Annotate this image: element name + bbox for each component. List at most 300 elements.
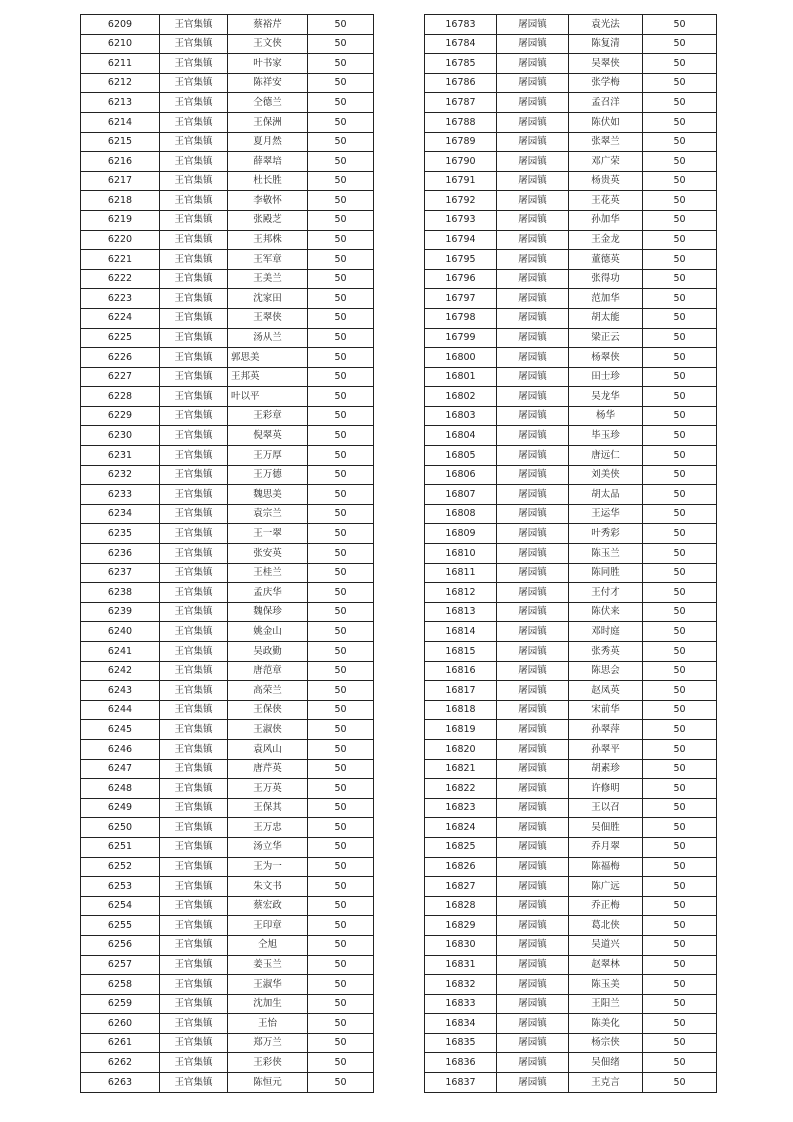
table-row [425,779,717,799]
cell-name: 杨华 [569,406,643,426]
table-row [425,975,717,995]
cell-name: 仝旭 [228,935,308,955]
cell-amount: 50 [308,328,374,348]
table-row [81,642,374,662]
table-row [425,1073,717,1093]
table-row [425,720,717,740]
cell-id: 16805 [425,446,497,466]
cell-town: 屠园镇 [497,935,569,955]
cell-amount: 50 [643,661,717,681]
table-row [81,681,374,701]
cell-amount: 50 [643,191,717,211]
table-row [425,387,717,407]
table-row [81,446,374,466]
cell-amount: 50 [643,367,717,387]
table-row [425,642,717,662]
cell-amount: 50 [308,896,374,916]
cell-name: 胡素珍 [569,759,643,779]
cell-town: 王官集镇 [160,15,228,35]
cell-amount: 50 [643,485,717,505]
cell-name: 范加华 [569,289,643,309]
cell-name: 叶书家 [228,54,308,74]
cell-name: 胡太能 [569,308,643,328]
table-row [425,661,717,681]
cell-id: 6243 [81,681,160,701]
table-row [425,798,717,818]
table-row [81,779,374,799]
cell-amount: 50 [308,54,374,74]
cell-town: 王官集镇 [160,837,228,857]
cell-name: 梁正云 [569,328,643,348]
cell-id: 6257 [81,955,160,975]
cell-id: 16793 [425,210,497,230]
cell-town: 王官集镇 [160,955,228,975]
cell-town: 王官集镇 [160,916,228,936]
cell-town: 屠园镇 [497,230,569,250]
cell-town: 王官集镇 [160,112,228,132]
table-row [425,152,717,172]
cell-amount: 50 [643,524,717,544]
cell-name: 沈加生 [228,994,308,1014]
cell-town: 王官集镇 [160,367,228,387]
table-row [81,210,374,230]
cell-id: 16818 [425,700,497,720]
cell-amount: 50 [308,171,374,191]
cell-name: 倪翠英 [228,426,308,446]
cell-amount: 50 [643,896,717,916]
cell-amount: 50 [308,1073,374,1093]
cell-amount: 50 [643,720,717,740]
cell-amount: 50 [643,426,717,446]
cell-name: 张殿芝 [228,210,308,230]
cell-name: 袁宗兰 [228,504,308,524]
table-row [425,700,717,720]
cell-name: 邓时庭 [569,622,643,642]
cell-name: 杨翠侠 [569,348,643,368]
cell-town: 屠园镇 [497,916,569,936]
cell-id: 6212 [81,73,160,93]
table-row [81,975,374,995]
cell-town: 屠园镇 [497,93,569,113]
cell-town: 王官集镇 [160,602,228,622]
cell-amount: 50 [308,818,374,838]
cell-id: 6232 [81,465,160,485]
cell-name: 乔月翠 [569,837,643,857]
cell-name: 陈复清 [569,34,643,54]
cell-town: 王官集镇 [160,877,228,897]
table-row [81,896,374,916]
cell-amount: 50 [643,348,717,368]
cell-town: 王官集镇 [160,994,228,1014]
cell-town: 屠园镇 [497,308,569,328]
cell-name: 乔正梅 [569,896,643,916]
cell-amount: 50 [308,112,374,132]
table-row [81,739,374,759]
cell-town: 屠园镇 [497,642,569,662]
cell-amount: 50 [643,955,717,975]
right-data-table [424,14,717,1093]
cell-name: 胡太品 [569,485,643,505]
cell-amount: 50 [643,1033,717,1053]
cell-id: 6210 [81,34,160,54]
cell-town: 王官集镇 [160,681,228,701]
cell-amount: 50 [643,1053,717,1073]
cell-id: 6235 [81,524,160,544]
cell-name: 叶以平 [228,387,308,407]
cell-amount: 50 [643,779,717,799]
cell-id: 6220 [81,230,160,250]
table-row [81,837,374,857]
cell-name: 王军章 [228,250,308,270]
cell-name: 李敬怀 [228,191,308,211]
cell-id: 6242 [81,661,160,681]
cell-id: 16811 [425,563,497,583]
cell-id: 6218 [81,191,160,211]
cell-town: 王官集镇 [160,289,228,309]
cell-town: 王官集镇 [160,759,228,779]
cell-name: 魏思美 [228,485,308,505]
cell-town: 屠园镇 [497,720,569,740]
cell-name: 高荣兰 [228,681,308,701]
cell-id: 16837 [425,1073,497,1093]
cell-town: 王官集镇 [160,250,228,270]
cell-amount: 50 [643,563,717,583]
cell-amount: 50 [308,210,374,230]
cell-amount: 50 [308,348,374,368]
cell-amount: 50 [308,93,374,113]
cell-id: 6246 [81,739,160,759]
cell-id: 16803 [425,406,497,426]
cell-amount: 50 [308,1014,374,1034]
table-row [81,230,374,250]
cell-amount: 50 [643,994,717,1014]
cell-amount: 50 [308,739,374,759]
cell-amount: 50 [308,73,374,93]
cell-name: 田士珍 [569,367,643,387]
cell-name: 吴佃胜 [569,818,643,838]
cell-id: 16804 [425,426,497,446]
cell-town: 屠园镇 [497,955,569,975]
table-row [425,622,717,642]
cell-town: 屠园镇 [497,1014,569,1034]
cell-name: 朱文书 [228,877,308,897]
cell-id: 6211 [81,54,160,74]
cell-town: 屠园镇 [497,387,569,407]
cell-amount: 50 [643,54,717,74]
cell-id: 16813 [425,602,497,622]
cell-name: 吴翠侠 [569,54,643,74]
cell-name: 陈伏如 [569,112,643,132]
cell-id: 16808 [425,504,497,524]
cell-town: 王官集镇 [160,269,228,289]
cell-name: 陈美化 [569,1014,643,1034]
cell-amount: 50 [643,152,717,172]
cell-town: 王官集镇 [160,544,228,564]
cell-id: 6229 [81,406,160,426]
cell-town: 屠园镇 [497,348,569,368]
cell-amount: 50 [643,798,717,818]
cell-id: 16835 [425,1033,497,1053]
table-row [81,289,374,309]
cell-name: 赵翠林 [569,955,643,975]
table-row [81,583,374,603]
cell-name: 王保其 [228,798,308,818]
table-row [425,818,717,838]
cell-amount: 50 [643,544,717,564]
table-row [81,308,374,328]
table-row [81,602,374,622]
table-row [81,54,374,74]
cell-id: 16825 [425,837,497,857]
cell-amount: 50 [643,289,717,309]
cell-town: 王官集镇 [160,308,228,328]
cell-name: 张学梅 [569,73,643,93]
table-row [425,681,717,701]
cell-amount: 50 [308,387,374,407]
table-row [425,896,717,916]
cell-name: 吴道兴 [569,935,643,955]
cell-town: 王官集镇 [160,230,228,250]
cell-name: 孙翠平 [569,739,643,759]
cell-amount: 50 [308,34,374,54]
cell-name: 王桂兰 [228,563,308,583]
cell-town: 王官集镇 [160,465,228,485]
table-row [81,661,374,681]
cell-id: 16826 [425,857,497,877]
cell-id: 16833 [425,994,497,1014]
cell-town: 屠园镇 [497,602,569,622]
cell-amount: 50 [643,818,717,838]
cell-id: 16819 [425,720,497,740]
cell-name: 葛北侠 [569,916,643,936]
cell-town: 屠园镇 [497,818,569,838]
cell-amount: 50 [643,112,717,132]
cell-name: 张安英 [228,544,308,564]
table-row [425,191,717,211]
cell-town: 王官集镇 [160,857,228,877]
cell-town: 王官集镇 [160,485,228,505]
cell-name: 姚金山 [228,622,308,642]
cell-amount: 50 [308,642,374,662]
cell-id: 16824 [425,818,497,838]
cell-name: 许修明 [569,779,643,799]
cell-town: 王官集镇 [160,1053,228,1073]
cell-name: 汤从兰 [228,328,308,348]
cell-amount: 50 [308,857,374,877]
cell-amount: 50 [643,230,717,250]
cell-id: 16816 [425,661,497,681]
table-row [425,994,717,1014]
cell-id: 6217 [81,171,160,191]
cell-name: 王万英 [228,779,308,799]
cell-town: 王官集镇 [160,406,228,426]
cell-id: 6221 [81,250,160,270]
cell-name: 陈同胜 [569,563,643,583]
cell-name: 沈家田 [228,289,308,309]
table-row [81,93,374,113]
cell-name: 王淑华 [228,975,308,995]
cell-town: 王官集镇 [160,34,228,54]
table-row [81,504,374,524]
cell-name: 王翠侠 [228,308,308,328]
cell-town: 王官集镇 [160,1033,228,1053]
table-row [81,622,374,642]
cell-amount: 50 [643,583,717,603]
cell-amount: 50 [643,759,717,779]
cell-name: 王淑侠 [228,720,308,740]
cell-amount: 50 [308,975,374,995]
cell-name: 杨宗侠 [569,1033,643,1053]
table-row [425,544,717,564]
cell-town: 屠园镇 [497,563,569,583]
table-row [425,563,717,583]
cell-amount: 50 [308,465,374,485]
cell-name: 王克言 [569,1073,643,1093]
cell-town: 王官集镇 [160,191,228,211]
cell-amount: 50 [643,308,717,328]
cell-name: 陈思会 [569,661,643,681]
table-row [81,524,374,544]
cell-name: 孟庆华 [228,583,308,603]
cell-amount: 50 [643,916,717,936]
cell-town: 王官集镇 [160,896,228,916]
table-row [425,210,717,230]
cell-town: 屠园镇 [497,583,569,603]
cell-id: 6215 [81,132,160,152]
cell-town: 王官集镇 [160,563,228,583]
cell-town: 屠园镇 [497,622,569,642]
cell-id: 6249 [81,798,160,818]
cell-id: 6244 [81,700,160,720]
cell-id: 16829 [425,916,497,936]
cell-id: 16815 [425,642,497,662]
cell-town: 王官集镇 [160,426,228,446]
cell-name: 王为一 [228,857,308,877]
table-row [425,54,717,74]
cell-id: 6228 [81,387,160,407]
cell-amount: 50 [643,1014,717,1034]
cell-name: 赵凤英 [569,681,643,701]
cell-town: 屠园镇 [497,739,569,759]
cell-id: 16814 [425,622,497,642]
table-row [425,1033,717,1053]
table-row [425,857,717,877]
cell-name: 杜长胜 [228,171,308,191]
cell-town: 屠园镇 [497,171,569,191]
cell-amount: 50 [643,1073,717,1093]
cell-amount: 50 [643,446,717,466]
table-row [425,328,717,348]
table-row [425,916,717,936]
cell-amount: 50 [308,720,374,740]
cell-name: 王运华 [569,504,643,524]
cell-town: 王官集镇 [160,348,228,368]
cell-amount: 50 [643,837,717,857]
cell-town: 屠园镇 [497,1053,569,1073]
cell-amount: 50 [643,602,717,622]
cell-name: 姜玉兰 [228,955,308,975]
table-row [81,269,374,289]
table-row [81,250,374,270]
cell-id: 6239 [81,602,160,622]
cell-town: 屠园镇 [497,759,569,779]
cell-amount: 50 [308,426,374,446]
cell-id: 6231 [81,446,160,466]
cell-town: 王官集镇 [160,132,228,152]
cell-id: 6261 [81,1033,160,1053]
cell-id: 6234 [81,504,160,524]
table-row [81,700,374,720]
cell-town: 屠园镇 [497,700,569,720]
cell-id: 16794 [425,230,497,250]
cell-name: 唐范章 [228,661,308,681]
cell-id: 6226 [81,348,160,368]
cell-amount: 50 [308,837,374,857]
cell-id: 16785 [425,54,497,74]
cell-amount: 50 [308,622,374,642]
cell-town: 屠园镇 [497,837,569,857]
table-row [81,1033,374,1053]
cell-amount: 50 [643,73,717,93]
cell-name: 王邦株 [228,230,308,250]
cell-id: 6263 [81,1073,160,1093]
cell-name: 王怡 [228,1014,308,1034]
cell-id: 16828 [425,896,497,916]
table-row [425,935,717,955]
cell-name: 袁光法 [569,15,643,35]
cell-town: 王官集镇 [160,1073,228,1093]
cell-town: 屠园镇 [497,112,569,132]
cell-town: 屠园镇 [497,210,569,230]
table-row [81,916,374,936]
cell-id: 16836 [425,1053,497,1073]
table-row [81,1073,374,1093]
cell-town: 屠园镇 [497,798,569,818]
cell-id: 6260 [81,1014,160,1034]
cell-town: 王官集镇 [160,387,228,407]
cell-name: 王彩侠 [228,1053,308,1073]
cell-id: 6238 [81,583,160,603]
cell-id: 6245 [81,720,160,740]
cell-town: 屠园镇 [497,406,569,426]
cell-town: 王官集镇 [160,661,228,681]
cell-amount: 50 [643,387,717,407]
cell-amount: 50 [643,877,717,897]
cell-amount: 50 [643,269,717,289]
table-row [81,73,374,93]
cell-name: 邓广荣 [569,152,643,172]
cell-town: 屠园镇 [497,681,569,701]
cell-town: 屠园镇 [497,250,569,270]
table-row [81,34,374,54]
table-row [425,465,717,485]
cell-name: 陈恒元 [228,1073,308,1093]
table-row [425,230,717,250]
cell-town: 王官集镇 [160,210,228,230]
table-row [81,406,374,426]
cell-name: 蔡裕芹 [228,15,308,35]
cell-amount: 50 [308,563,374,583]
cell-name: 王保洲 [228,112,308,132]
cell-town: 王官集镇 [160,739,228,759]
table-row [425,348,717,368]
cell-town: 王官集镇 [160,171,228,191]
cell-amount: 50 [308,935,374,955]
cell-id: 6241 [81,642,160,662]
cell-town: 屠园镇 [497,54,569,74]
cell-name: 王万忠 [228,818,308,838]
cell-town: 屠园镇 [497,132,569,152]
